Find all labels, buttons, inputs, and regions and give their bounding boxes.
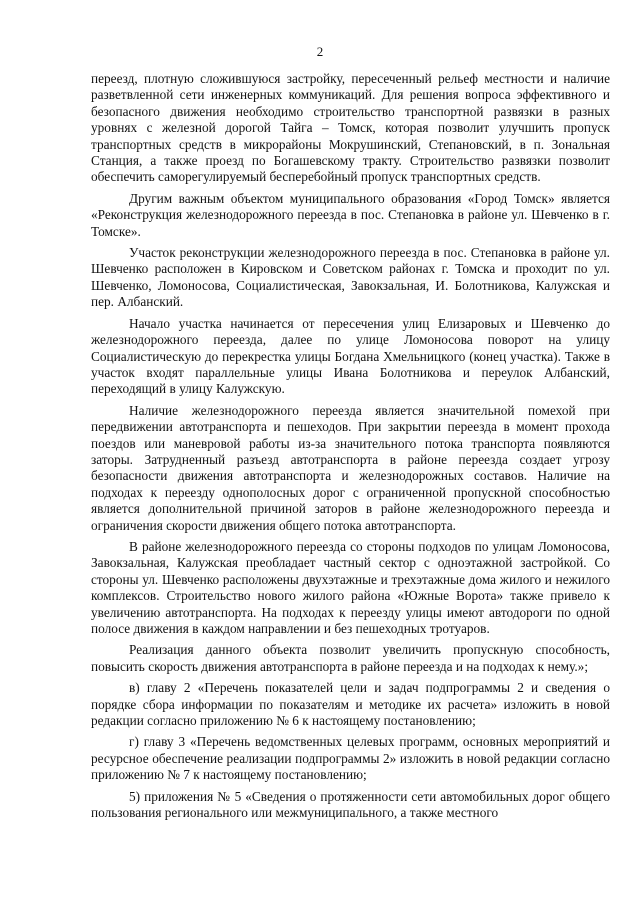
document-body: [91, 71, 610, 826]
paragraph: Участок реконструкции железнодорожного переезда в пос. Степановка в районе ул. Шевченко расположен в Кировском и Советском районах г. Томска и проходит по ул. Шевченко, Ломоносова, Социалистическая, Завокзальная, И. Болотникова, Калужская и пер. Албанский.: [91, 245, 610, 310]
paragraph: В районе железнодорожного переезда со стороны подходов по улицам Ломоносова, Завокзальная, Калужская преобладает частный сектор с одноэтажной застройкой. Со стороны ул. Шевченко расположены двухэтажные и трехэтажные дома жилого и нежилого комплексов. Строительство нового жилого района «Южные Ворота» также привело к увеличению автотранспорта. На подходах к переезду улицы имеют автодороги по одной полосе движения в каждом направлении и без пешеходных тротуаров.: [91, 538, 610, 636]
paragraph: переезд, плотную сложившуюся застройку, пересеченный рельеф местности и наличие разветвленной сети инженерных коммуникаций. Для решения вопроса эффективного и безопасного движения необходимо строительство транспортной развязки в разных уровнях с железной дорогой Тайга – Томск, которая позволит улучшить пропуск транспортных средств в микрорайоны Мокрушинский, Степановский, в п. Зональная Станция, а также проезд по Богашевскому тракту. Строительство развязки позволит обеспечить саморегулируемый бесперебойный пропуск транспортных средств.: [91, 71, 610, 185]
paragraph: Реализация данного объекта позволит увеличить пропускную способность, повысить скорость движения автотранспорта в районе переезда и на подходах к нему.»;: [91, 642, 610, 674]
page-number: 2: [316, 44, 324, 59]
paragraph: 5) приложения № 5 «Сведения о протяженности сети автомобильных дорог общего пользования регионального или межмуниципального, а также местного: [91, 788, 610, 821]
paragraph: Наличие железнодорожного переезда является значительной помехой при передвижении автотранспорта и пешеходов. При закрытии переезда в момент прохода поездов или маневровой работы из-за значительного потока транспорта появляются заторы. Затрудненный разъезд автотранспорта в районе переезда создает угрозу безопасности движения автотранспорта и железнодорожных составов. Наличие на подходах к переезду однополосных дорог с ограниченной пропускной способностью является дополнительной причиной заторов в районе железнодорожного переезда и ограничения скорости движения общего потока автотранспорта.: [91, 402, 610, 533]
paragraph: г) главу 3 «Перечень ведомственных целевых программ, основных мероприятий и ресурсное обеспечение реализации подпрограммы 2» изложить в новой редакции согласно приложению № 7 к настоящему постановлению;: [91, 734, 610, 783]
paragraph: в) главу 2 «Перечень показателей цели и задач подпрограммы 2 и сведения о порядке сбора информации по показателям и методике их расчета» изложить в новой редакции согласно приложению № 6 к настоящему постановлению;: [91, 680, 610, 729]
paragraph: Начало участка начинается от пересечения улиц Елизаровых и Шевченко до железнодорожного переезда, далее по улице Ломоносова поворот на улицу Социалистическую до перекрестка улицы Богдана Хмельницкого (конец участка). Также в участок входят параллельные улицы Ивана Болотникова и переулок Албанский, переходящий в улицу Калужскую.: [91, 315, 610, 397]
paragraph: Другим важным объектом муниципального образования «Город Томск» является «Реконструкция железнодорожного переезда в пос. Степановка в районе ул. Шевченко в г. Томске».: [91, 190, 610, 239]
